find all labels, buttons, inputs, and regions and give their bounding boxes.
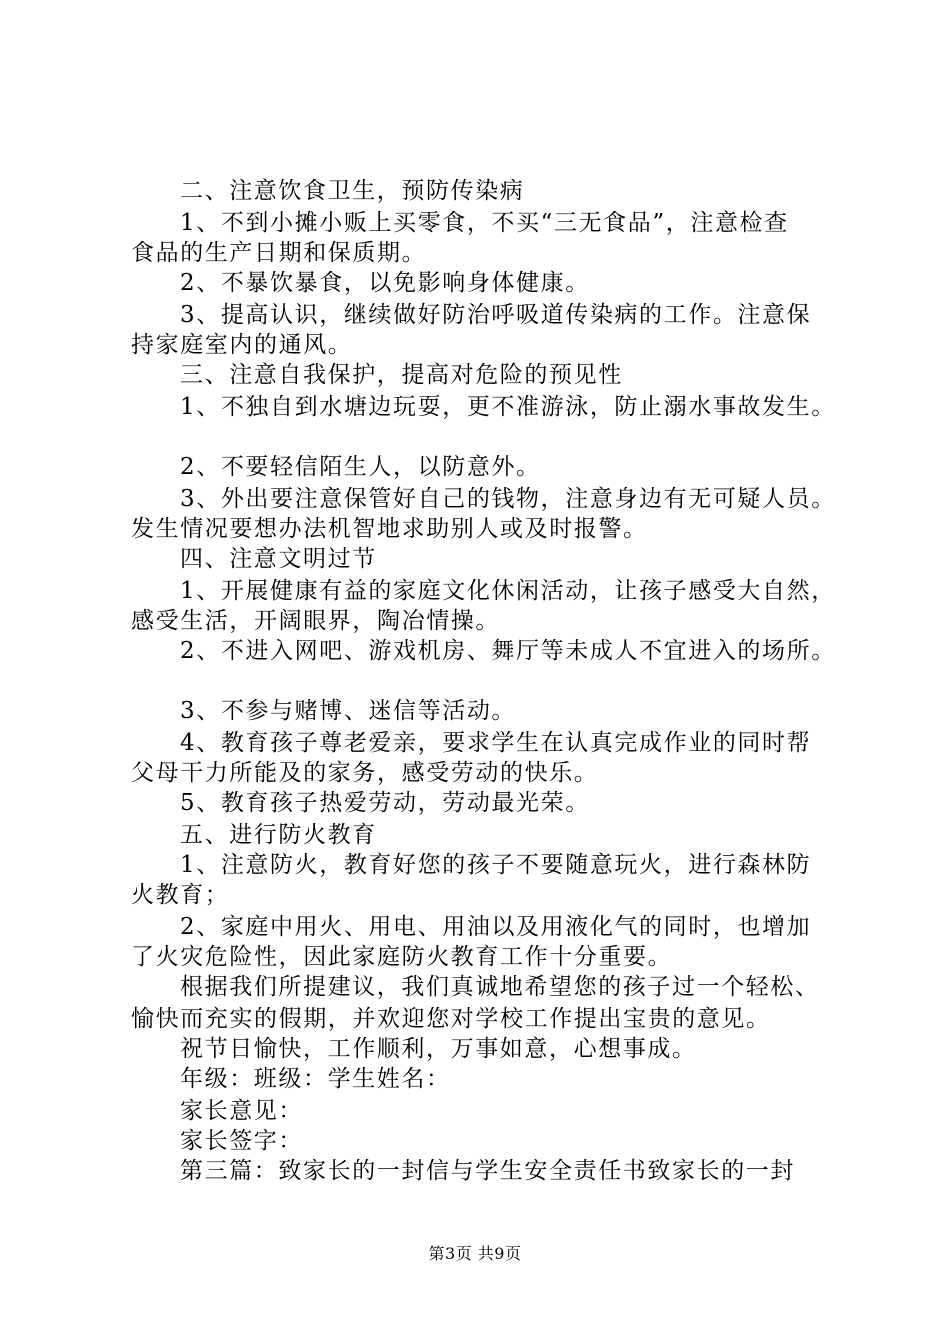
section-heading-2: 二、注意饮食卫生，预防传染病 — [180, 178, 525, 204]
form-field-parent-opinion: 家长意见： — [180, 1098, 303, 1124]
paragraph-line: 根据我们所提建议，我们真诚地希望您的孩子过一个轻松、 — [180, 974, 820, 1000]
paragraph-line: 2、不要轻信陌生人，以防意外。 — [180, 454, 541, 480]
paragraph-line: 5、教育孩子热爱劳动，劳动最光荣。 — [180, 790, 590, 816]
paragraph-line: 火教育； — [131, 882, 230, 908]
paragraph-line: 3、外出要注意保管好自己的钱物，注意身边有无可疑人员。 — [180, 486, 836, 512]
paragraph-line: 持家庭室内的通风。 — [131, 332, 353, 358]
paragraph-line: 2、不进入网吧、游戏机房、舞厅等未成人不宜进入的场所。 — [180, 638, 836, 664]
paragraph-line: 2、家庭中用火、用电、用油以及用液化气的同时，也增加 — [180, 914, 812, 940]
paragraph-line: 食品的生产日期和保质期。 — [131, 240, 427, 266]
page-footer: 第3页 共9页 — [428, 1244, 522, 1263]
paragraph-line: 愉快而充实的假期，并欢迎您对学校工作提出宝贵的意见。 — [131, 1006, 771, 1032]
closing-greeting: 祝节日愉快，工作顺利，万事如意，心想事成。 — [180, 1036, 697, 1062]
paragraph-line: 1、不独自到水塘边玩耍，更不准游泳，防止溺水事故发生。 — [180, 394, 836, 420]
paragraph-line: 3、不参与赌博、迷信等活动。 — [180, 698, 517, 724]
section-heading-5: 五、进行防火教育 — [180, 822, 377, 848]
paragraph-line: 感受生活，开阔眼界，陶冶情操。 — [131, 608, 500, 634]
paragraph-line: 父母干力所能及的家务，感受劳动的快乐。 — [131, 760, 599, 786]
paragraph-line: 了火灾危险性，因此家庭防火教育工作十分重要。 — [131, 944, 673, 970]
paragraph-line: 1、不到小摊小贩上买零食，不买“三无食品”，注意检查 — [180, 210, 789, 236]
paragraph-line: 4、教育孩子尊老爱亲，要求学生在认真完成作业的同时帮 — [180, 730, 812, 756]
paragraph-line: 3、提高认识，继续做好防治呼吸道传染病的工作。注意保 — [180, 302, 812, 328]
form-field-parent-signature: 家长签字： — [180, 1128, 303, 1154]
paragraph-line: 发生情况要想办法机智地求助别人或及时报警。 — [131, 516, 648, 542]
form-field-student: 年级：班级：学生姓名： — [180, 1066, 451, 1092]
paragraph-line: 2、不暴饮暴食，以免影响身体健康。 — [180, 270, 590, 296]
paragraph-line: 1、开展健康有益的家庭文化休闲活动，让孩子感受大自然， — [180, 578, 836, 604]
section-heading-4: 四、注意文明过节 — [180, 546, 377, 572]
paragraph-line: 1、注意防火，教育好您的孩子不要随意玩火，进行森林防 — [180, 852, 812, 878]
next-article-heading: 第三篇：致家长的一封信与学生安全责任书致家长的一封 — [180, 1158, 795, 1184]
section-heading-3: 三、注意自我保护，提高对危险的预见性 — [180, 362, 623, 388]
